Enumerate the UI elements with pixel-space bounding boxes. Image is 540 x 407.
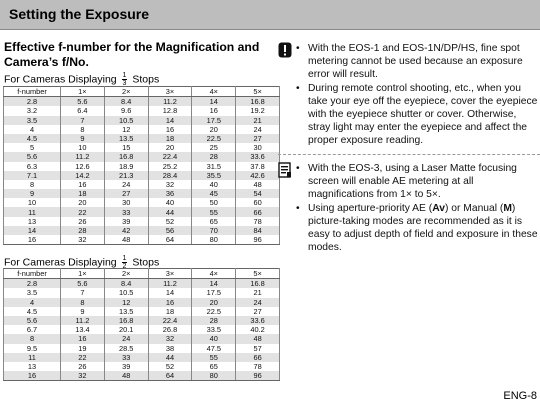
effective-f-number-cell: 60 [236,198,280,207]
effective-f-number-cell: 32 [61,235,105,245]
effective-f-number-cell: 24 [236,125,280,134]
table-row [4,288,280,297]
effective-f-number-cell: 18 [61,189,105,198]
memo-note [278,162,540,272]
f-number-cell: 4.5 [4,307,61,316]
f-number-cell: 4 [4,125,61,134]
effective-f-number-cell: 28 [192,316,236,325]
caution-item: • With the EOS-1 and EOS-1N/DP/HS, fine spot metering cannot be used because an exposure error will result. [296,42,538,81]
f-number-cell: 8 [4,180,61,189]
f-number-cell: 2.8 [4,97,61,107]
effective-f-number-cell: 26.8 [148,325,192,334]
effective-f-number-cell: 16 [148,125,192,134]
effective-f-number-cell: 16 [61,180,105,189]
table-row [4,226,280,235]
memo-icon [278,162,292,178]
effective-f-number-cell: 28 [192,152,236,161]
f-number-cell: 3.5 [4,288,61,297]
effective-f-number-cell: 36 [148,189,192,198]
effective-f-number-cell: 66 [236,207,280,216]
effective-f-number-cell: 27 [236,307,280,316]
effective-f-number-cell: 22 [61,207,105,216]
effective-f-number-cell: 19.2 [236,106,280,115]
effective-f-number-cell: 5.6 [61,97,105,107]
table-row [4,279,280,289]
table-row [4,143,280,152]
effective-f-number-cell: 44 [148,207,192,216]
effective-f-number-cell: 54 [236,189,280,198]
effective-f-number-cell: 12.8 [148,106,192,115]
effective-f-number-cell: 33 [104,207,148,216]
table-row [4,217,280,226]
effective-f-number-cell: 27 [236,134,280,143]
f-number-cell: 5 [4,143,61,152]
table-header-row [4,87,280,97]
effective-f-number-cell: 32 [61,371,105,381]
effective-f-number-cell: 20 [61,198,105,207]
section-divider [278,154,540,155]
effective-f-number-cell: 20 [192,125,236,134]
effective-f-number-cell: 24 [104,180,148,189]
column-header-f-number: f-number [4,87,61,97]
table-row [4,371,280,381]
effective-f-number-cell: 33.6 [236,316,280,325]
effective-f-number-cell: 11.2 [61,316,105,325]
f-number-cell: 5.6 [4,316,61,325]
table-row [4,307,280,316]
fraction-denominator: 3 [122,80,127,87]
effective-f-number-cell: 7 [61,288,105,297]
table-row [4,152,280,161]
table-row [4,198,280,207]
effective-f-number-cell: 22.4 [148,152,192,161]
f-number-cell: 3.2 [4,106,61,115]
effective-f-number-cell: 16.8 [104,152,148,161]
effective-f-number-cell: 14 [192,279,236,289]
memo-text: ) or Manual ( [444,203,504,214]
effective-f-number-cell: 37.8 [236,162,280,171]
effective-f-number-cell: 40 [192,180,236,189]
caution-item: • During remote control shooting, etc., when you take your eye off the eyepiece, cover the eyepiece with the eyepiece shutter or cover. Otherwise, stray light may enter the eyepiece and affect the proper exposure reading. [296,82,538,147]
effective-f-number-cell: 14 [148,288,192,297]
effective-f-number-cell: 8.4 [104,97,148,107]
effective-f-number-cell: 96 [236,235,280,245]
effective-f-number-cell: 65 [192,362,236,371]
effective-f-number-cell: 48 [236,180,280,189]
effective-f-number-cell: 18 [148,307,192,316]
f-number-cell: 8 [4,334,61,343]
effective-f-number-cell: 22.4 [148,316,192,325]
f-number-table-half-stops [3,268,280,381]
effective-f-number-cell: 70 [192,226,236,235]
effective-f-number-cell: 66 [236,353,280,362]
f-number-cell: 13 [4,362,61,371]
effective-f-number-cell: 10 [61,143,105,152]
table1-fraction [122,72,128,87]
memo-text: Using aperture-priority AE ( [308,203,433,214]
f-number-cell: 11 [4,207,61,216]
effective-f-number-cell: 13.5 [104,307,148,316]
effective-f-number-cell: 14 [148,116,192,125]
f-number-cell: 9 [4,189,61,198]
effective-f-number-cell: 33.5 [192,325,236,334]
effective-f-number-cell: 5.6 [61,279,105,289]
table2-caption-text: For Cameras Displaying [4,256,117,269]
effective-f-number-cell: 40.2 [236,325,280,334]
f-number-cell: 16 [4,371,61,381]
effective-f-number-cell: 56 [148,226,192,235]
effective-f-number-cell: 45 [192,189,236,198]
effective-f-number-cell: 11.2 [61,152,105,161]
effective-f-number-cell: 20 [148,143,192,152]
effective-f-number-cell: 8 [61,125,105,134]
memo-list [296,162,538,255]
effective-f-number-cell: 48 [236,334,280,343]
effective-f-number-cell: 21 [236,116,280,125]
f-number-cell: 9.5 [4,344,61,353]
table-row [4,134,280,143]
effective-f-number-cell: 17.5 [192,288,236,297]
column-header-magnification: 3× [148,87,192,97]
effective-f-number-cell: 35.5 [192,171,236,180]
fraction-numerator: 1 [122,72,127,79]
section-heading: Effective f-number for the Magnification and Camera’s f/No. [4,40,260,69]
table1-caption-text: For Cameras Displaying [4,73,117,86]
effective-f-number-cell: 16.8 [236,97,280,107]
column-header-magnification: 5× [236,269,280,279]
table-row [4,334,280,343]
table-row [4,325,280,334]
effective-f-number-cell: 33.6 [236,152,280,161]
page-header [0,0,540,30]
effective-f-number-cell: 16 [148,298,192,307]
av-mode-label: Av [432,203,445,214]
table1-caption-suffix: Stops [132,73,160,86]
f-number-cell: 16 [4,235,61,245]
effective-f-number-cell: 31.5 [192,162,236,171]
effective-f-number-cell: 22.5 [192,134,236,143]
fraction-denominator: 2 [122,263,127,270]
effective-f-number-cell: 42.6 [236,171,280,180]
effective-f-number-cell: 25 [192,143,236,152]
table-row [4,106,280,115]
f-number-cell: 10 [4,198,61,207]
effective-f-number-cell: 21.3 [104,171,148,180]
effective-f-number-cell: 28.4 [148,171,192,180]
f-number-cell: 4.5 [4,134,61,143]
f-number-cell: 7.1 [4,171,61,180]
f-number-cell: 4 [4,298,61,307]
table-row [4,316,280,325]
effective-f-number-cell: 12 [104,298,148,307]
effective-f-number-cell: 64 [148,371,192,381]
effective-f-number-cell: 80 [192,235,236,245]
table-row [4,162,280,171]
effective-f-number-cell: 25.2 [148,162,192,171]
effective-f-number-cell: 13.5 [104,134,148,143]
memo-item [296,202,538,254]
table-row [4,207,280,216]
page-title: Setting the Exposure [9,6,150,22]
effective-f-number-cell: 21 [236,288,280,297]
f-number-table-third-stops [3,86,280,245]
effective-f-number-cell: 22 [61,353,105,362]
effective-f-number-cell: 48 [104,371,148,381]
effective-f-number-cell: 7 [61,116,105,125]
effective-f-number-cell: 10.5 [104,116,148,125]
f-number-cell: 3.5 [4,116,61,125]
effective-f-number-cell: 42 [104,226,148,235]
memo-item: • With the EOS-3, using a Laser Matte focusing screen will enable AE metering at all magnifications from 1× to 5×. [296,162,538,201]
table1-caption [4,72,159,87]
effective-f-number-cell: 13.4 [61,325,105,334]
table-row [4,344,280,353]
effective-f-number-cell: 16.8 [104,316,148,325]
column-header-magnification: 1× [61,87,105,97]
table-header-row [4,269,280,279]
column-header-magnification: 2× [104,269,148,279]
effective-f-number-cell: 40 [192,334,236,343]
effective-f-number-cell: 30 [236,143,280,152]
f-number-cell: 5.6 [4,152,61,161]
f-number-cell: 6.7 [4,325,61,334]
effective-f-number-cell: 11.2 [148,97,192,107]
table-row [4,235,280,245]
effective-f-number-cell: 65 [192,217,236,226]
f-number-cell: 2.8 [4,279,61,289]
effective-f-number-cell: 10.5 [104,288,148,297]
f-number-cell: 13 [4,217,61,226]
effective-f-number-cell: 12 [104,125,148,134]
effective-f-number-cell: 16 [192,106,236,115]
effective-f-number-cell: 24 [104,334,148,343]
effective-f-number-cell: 48 [104,235,148,245]
effective-f-number-cell: 55 [192,207,236,216]
f-number-cell: 14 [4,226,61,235]
effective-f-number-cell: 38 [148,344,192,353]
effective-f-number-cell: 11.2 [148,279,192,289]
table-row [4,97,280,107]
effective-f-number-cell: 57 [236,344,280,353]
page-number: ENG-8 [503,390,537,402]
effective-f-number-cell: 8.4 [104,279,148,289]
column-header-f-number: f-number [4,269,61,279]
effective-f-number-cell: 24 [236,298,280,307]
effective-f-number-cell: 32 [148,334,192,343]
effective-f-number-cell: 52 [148,362,192,371]
effective-f-number-cell: 14 [192,97,236,107]
column-header-magnification: 1× [61,269,105,279]
effective-f-number-cell: 64 [148,235,192,245]
effective-f-number-cell: 47.5 [192,344,236,353]
effective-f-number-cell: 9 [61,134,105,143]
effective-f-number-cell: 20.1 [104,325,148,334]
column-header-magnification: 2× [104,87,148,97]
effective-f-number-cell: 8 [61,298,105,307]
effective-f-number-cell: 39 [104,217,148,226]
table-row [4,180,280,189]
effective-f-number-cell: 12.6 [61,162,105,171]
effective-f-number-cell: 30 [104,198,148,207]
effective-f-number-cell: 50 [192,198,236,207]
effective-f-number-cell: 16.8 [236,279,280,289]
table-row [4,298,280,307]
effective-f-number-cell: 9.6 [104,106,148,115]
effective-f-number-cell: 18.9 [104,162,148,171]
manual-mode-label: M [503,203,512,214]
column-header-magnification: 4× [192,269,236,279]
effective-f-number-cell: 84 [236,226,280,235]
table-row [4,189,280,198]
effective-f-number-cell: 26 [61,217,105,226]
effective-f-number-cell: 15 [104,143,148,152]
effective-f-number-cell: 55 [192,353,236,362]
effective-f-number-cell: 44 [148,353,192,362]
effective-f-number-cell: 28 [61,226,105,235]
caution-note [278,42,540,152]
table-row [4,116,280,125]
effective-f-number-cell: 78 [236,217,280,226]
table-row [4,125,280,134]
effective-f-number-cell: 39 [104,362,148,371]
fraction-numerator: 1 [122,255,127,262]
column-header-magnification: 3× [148,269,192,279]
table-row [4,353,280,362]
effective-f-number-cell: 18 [148,134,192,143]
table-row [4,362,280,371]
column-header-magnification: 4× [192,87,236,97]
effective-f-number-cell: 40 [148,198,192,207]
caution-icon [278,42,292,58]
effective-f-number-cell: 22.5 [192,307,236,316]
f-number-cell: 11 [4,353,61,362]
effective-f-number-cell: 33 [104,353,148,362]
effective-f-number-cell: 78 [236,362,280,371]
effective-f-number-cell: 16 [61,334,105,343]
effective-f-number-cell: 19 [61,344,105,353]
effective-f-number-cell: 28.5 [104,344,148,353]
effective-f-number-cell: 20 [192,298,236,307]
memo-text: ) picture-taking modes are recommended as it is easy to adjust depth of field and exposure in these modes. [308,203,538,253]
effective-f-number-cell: 6.4 [61,106,105,115]
effective-f-number-cell: 17.5 [192,116,236,125]
effective-f-number-cell: 27 [104,189,148,198]
effective-f-number-cell: 14.2 [61,171,105,180]
effective-f-number-cell: 52 [148,217,192,226]
table-row [4,171,280,180]
effective-f-number-cell: 96 [236,371,280,381]
effective-f-number-cell: 32 [148,180,192,189]
effective-f-number-cell: 9 [61,307,105,316]
caution-list [296,42,538,148]
f-number-cell: 6.3 [4,162,61,171]
table2-caption-suffix: Stops [132,256,160,269]
effective-f-number-cell: 80 [192,371,236,381]
effective-f-number-cell: 26 [61,362,105,371]
column-header-magnification: 5× [236,87,280,97]
